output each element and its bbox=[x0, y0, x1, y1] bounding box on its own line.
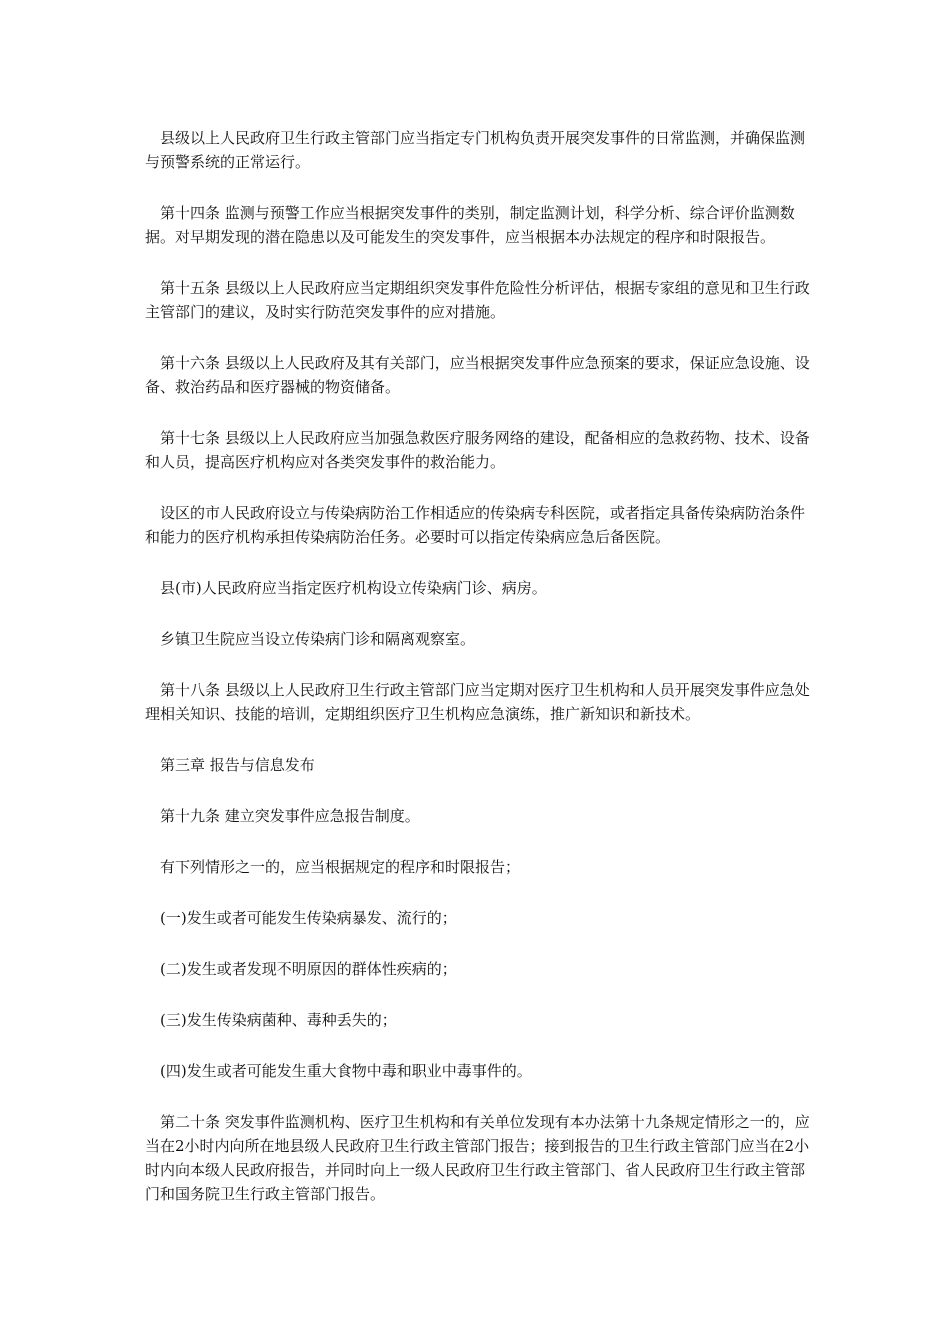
chapter-heading: 第三章 报告与信息发布 bbox=[160, 756, 315, 774]
article-14-paragraph: 第十四条 监测与预警工作应当根据突发事件的类别，制定监测计划，科学分析、综合评价监测数据。对早期发现的潜在隐患以及可能发生的突发事件，应当根据本办法规定的程序和时限报告。 bbox=[145, 204, 795, 246]
list-item: (三)发生传染病菌种、毒种丢失的； bbox=[160, 1011, 397, 1029]
article-20-paragraph: 第二十条 突发事件监测机构、医疗卫生机构和有关单位发现有本办法第十九条规定情形之一的，应当在2小时内向所在地县级人民政府卫生行政主管部门报告；接到报告的卫生行政主管部门应当在2小时内向本级人民政府报告，并同时向上一级人民政府卫生行政主管部门、省人民政府卫生行政主管部门和国务院卫生行政主管部门报告。 bbox=[145, 1113, 810, 1203]
document-body bbox=[145, 126, 817, 1233]
paragraph: 设区的市人民政府设立与传染病防治工作相适应的传染病专科医院，或者指定具备传染病防治条件和能力的医疗机构承担传染病防治任务。必要时可以指定传染病应急后备医院。 bbox=[145, 504, 806, 546]
article-15-paragraph: 第十五条 县级以上人民政府应当定期组织突发事件危险性分析评估，根据专家组的意见和卫生行政主管部门的建议，及时实行防范突发事件的应对措施。 bbox=[145, 279, 810, 321]
paragraph: 乡镇卫生院应当设立传染病门诊和隔离观察室。 bbox=[160, 630, 476, 648]
article-19-paragraph: 第十九条 建立突发事件应急报告制度。 bbox=[160, 807, 420, 825]
paragraph: 有下列情形之一的，应当根据规定的程序和时限报告； bbox=[160, 858, 521, 876]
list-item: (一)发生或者可能发生传染病暴发、流行的； bbox=[160, 909, 457, 927]
article-17-paragraph: 第十七条 县级以上人民政府应当加强急救医疗服务网络的建设，配备相应的急救药物、技术、设备和人员，提高医疗机构应对各类突发事件的救治能力。 bbox=[145, 429, 810, 471]
list-item: (二)发生或者发现不明原因的群体性疾病的； bbox=[160, 960, 457, 978]
paragraph: 县级以上人民政府卫生行政主管部门应当指定专门机构负责开展突发事件的日常监测，并确保监测与预警系统的正常运行。 bbox=[145, 129, 806, 171]
article-16-paragraph: 第十六条 县级以上人民政府及其有关部门，应当根据突发事件应急预案的要求，保证应急设施、设备、救治药品和医疗器械的物资储备。 bbox=[145, 354, 810, 396]
list-item: (四)发生或者可能发生重大食物中毒和职业中毒事件的。 bbox=[160, 1062, 532, 1080]
article-18-paragraph: 第十八条 县级以上人民政府卫生行政主管部门应当定期对医疗卫生机构和人员开展突发事件应急处理相关知识、技能的培训，定期组织医疗卫生机构应急演练，推广新知识和新技术。 bbox=[145, 681, 810, 723]
paragraph: 县(市)人民政府应当指定医疗机构设立传染病门诊、病房。 bbox=[160, 579, 547, 597]
